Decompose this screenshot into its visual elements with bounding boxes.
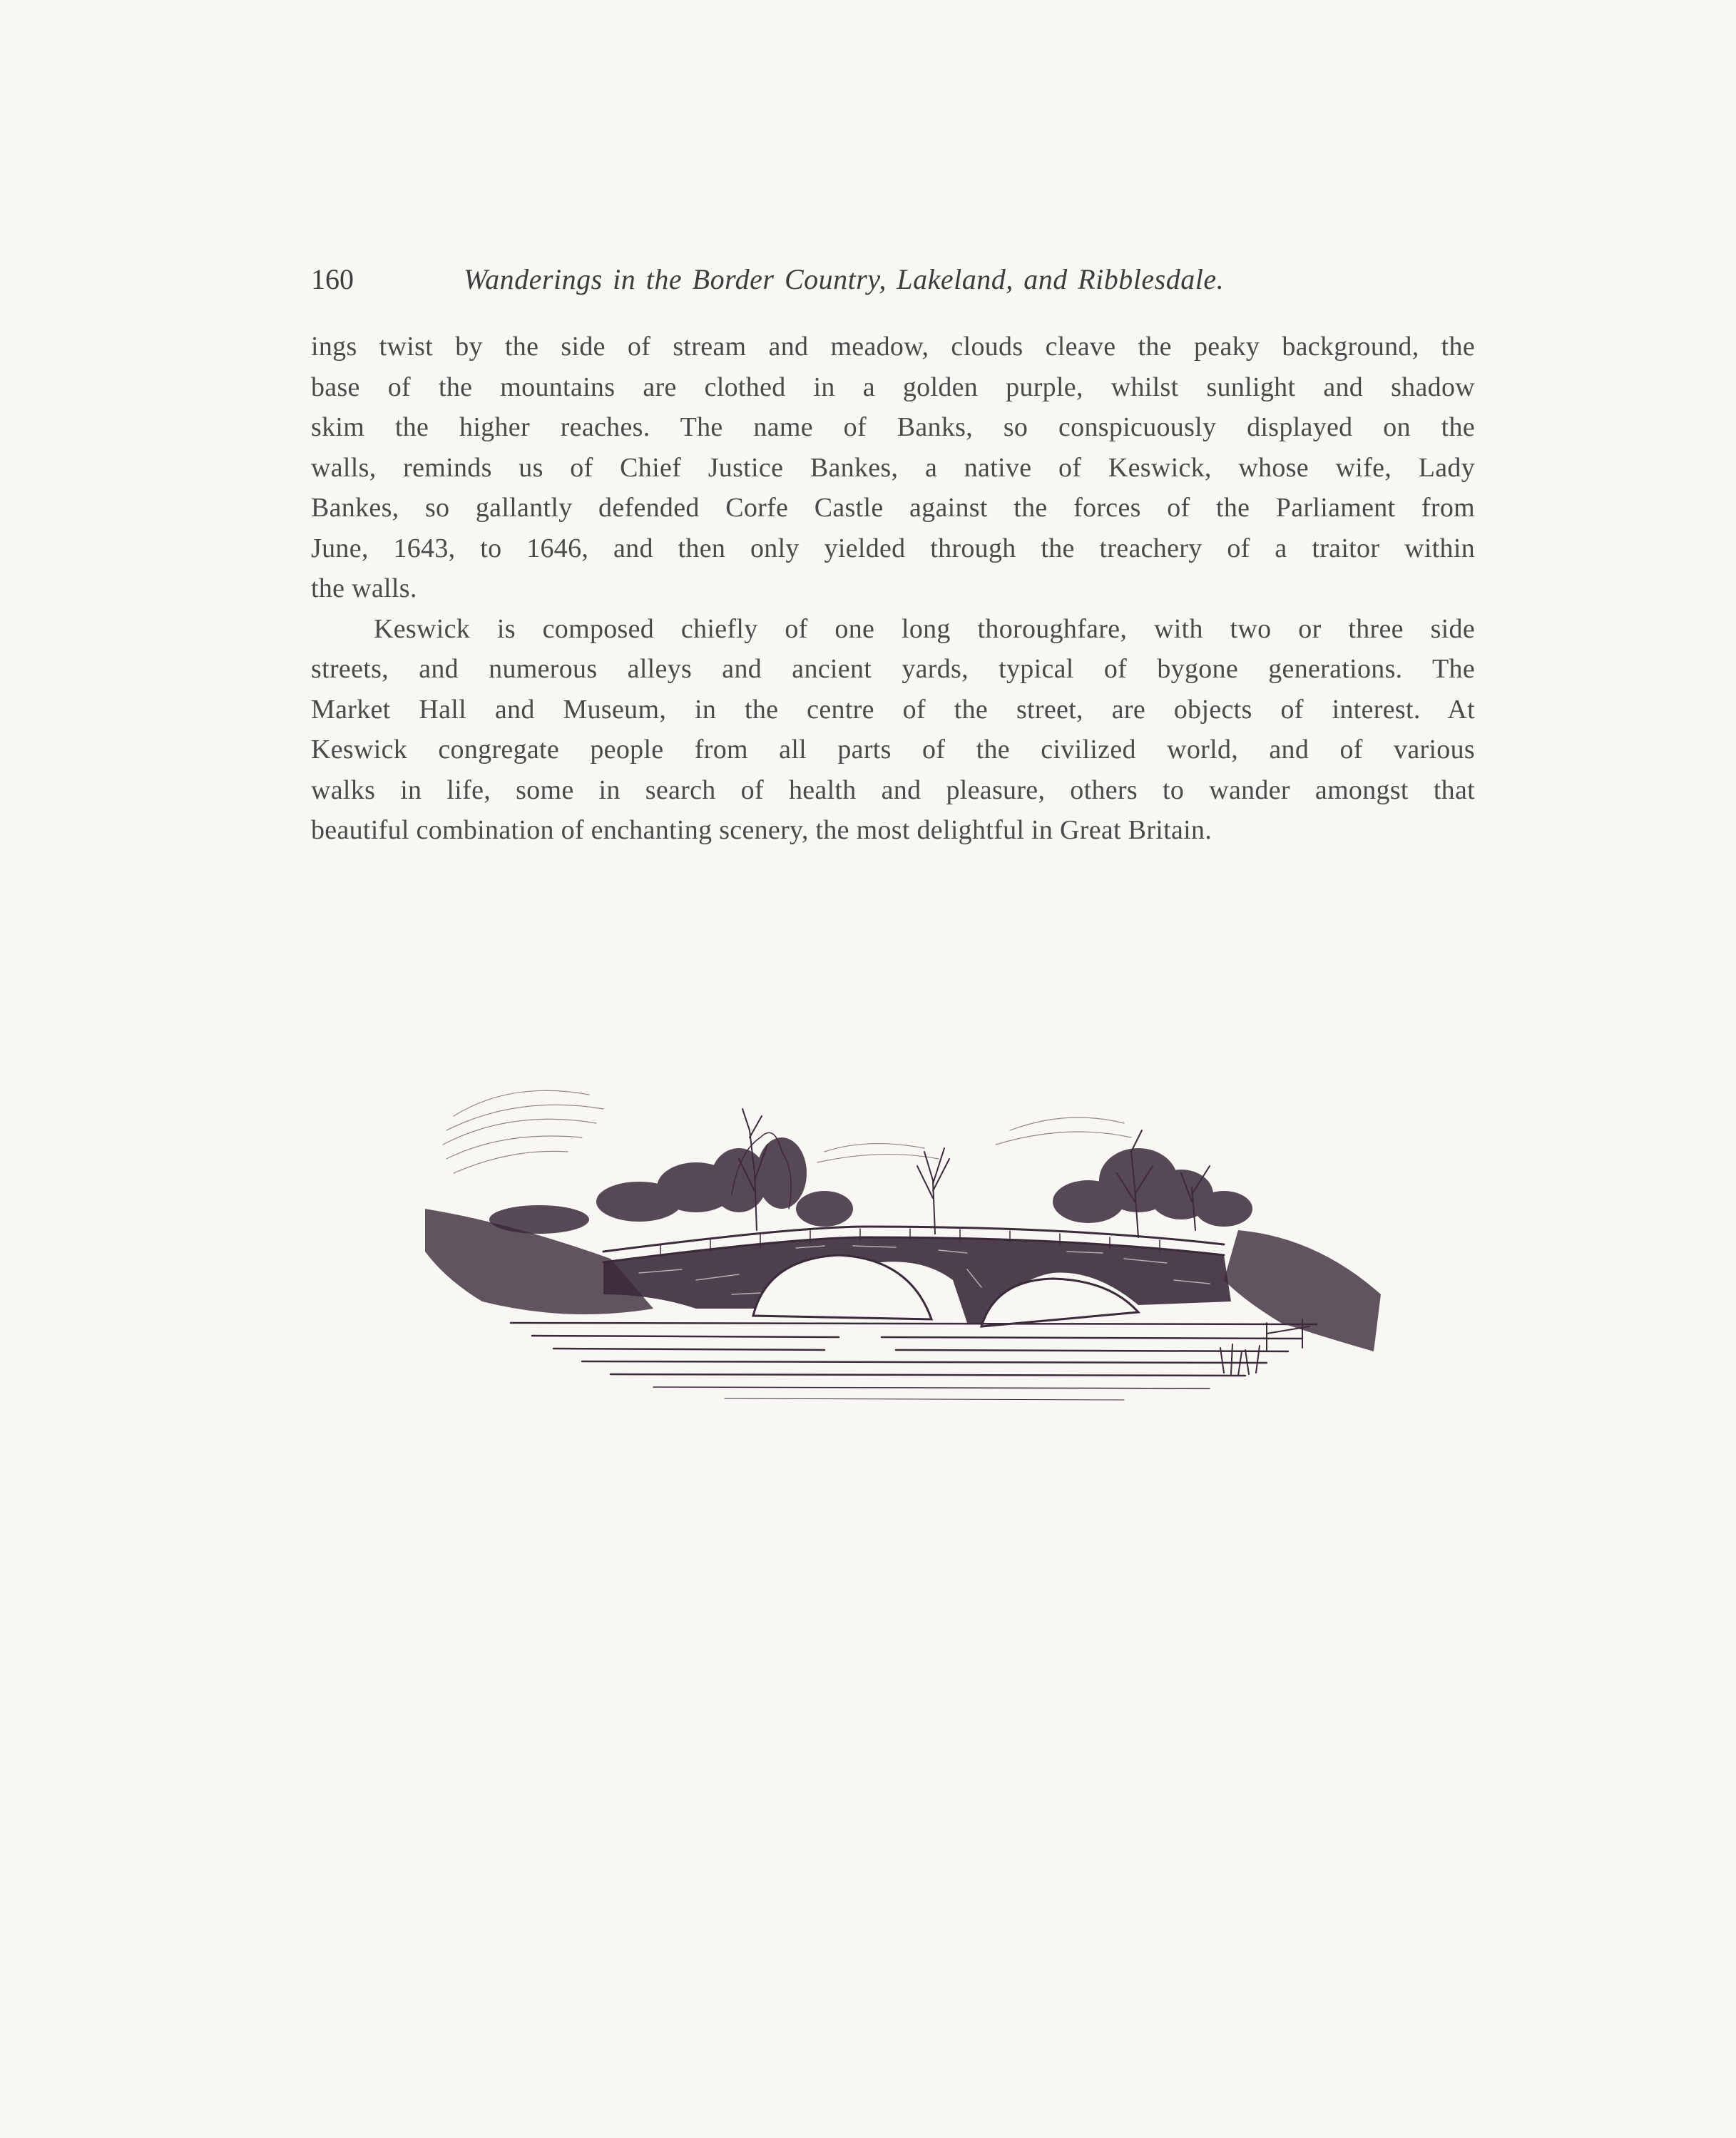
bridge-engraving [425,1066,1381,1408]
paragraph-2 [311,609,1475,851]
text-line: Bankes, so gallantly defended Corfe Castle against the forces of the Parliament from [311,493,1475,523]
text-line: Market Hall and Museum, in the centre of the street, are objects of interest. At [311,694,1475,725]
foliage [489,1137,1252,1234]
text-line: walls, reminds us of Chief Justice Bankes, a native of Keswick, whose wife, Lady [311,452,1475,483]
bridge-engraving-drawing [425,1066,1381,1408]
body-text [311,327,1475,851]
text-line: skim the higher reaches. The name of Banks, so conspicuously displayed on the [311,412,1475,442]
text-line: base of the mountains are clothed in a golden purple, whilst sunlight and shadow [311,372,1475,402]
water-lines [511,1323,1317,1400]
text-line: Keswick congregate people from all parts of the civilized world, and of various [311,735,1475,764]
running-title: Wanderings in the Border Country, Lakeland, and Ribblesdale. [464,263,1225,295]
text-line: streets, and numerous alleys and ancient yards, typical of bygone generations. The [311,654,1475,684]
running-head [311,262,1338,305]
text-line: walks in life, some in search of health and pleasure, others to wander amongst that [311,774,1475,805]
text-line: the walls. [311,573,417,603]
text-line: June, 1643, to 1646, and then only yielded through the treachery of a traitor within [311,533,1475,563]
text-line: Keswick is composed chiefly of one long thoroughfare, with two or three side [374,613,1475,644]
text-line: beautiful combination of enchanting scenery, the most delightful in Great Britain. [311,815,1212,845]
text-line: ings twist by the side of stream and meadow, clouds cleave the peaky background, the [311,332,1475,362]
paragraph-1 [311,327,1475,609]
page-number: 160 [311,263,354,295]
